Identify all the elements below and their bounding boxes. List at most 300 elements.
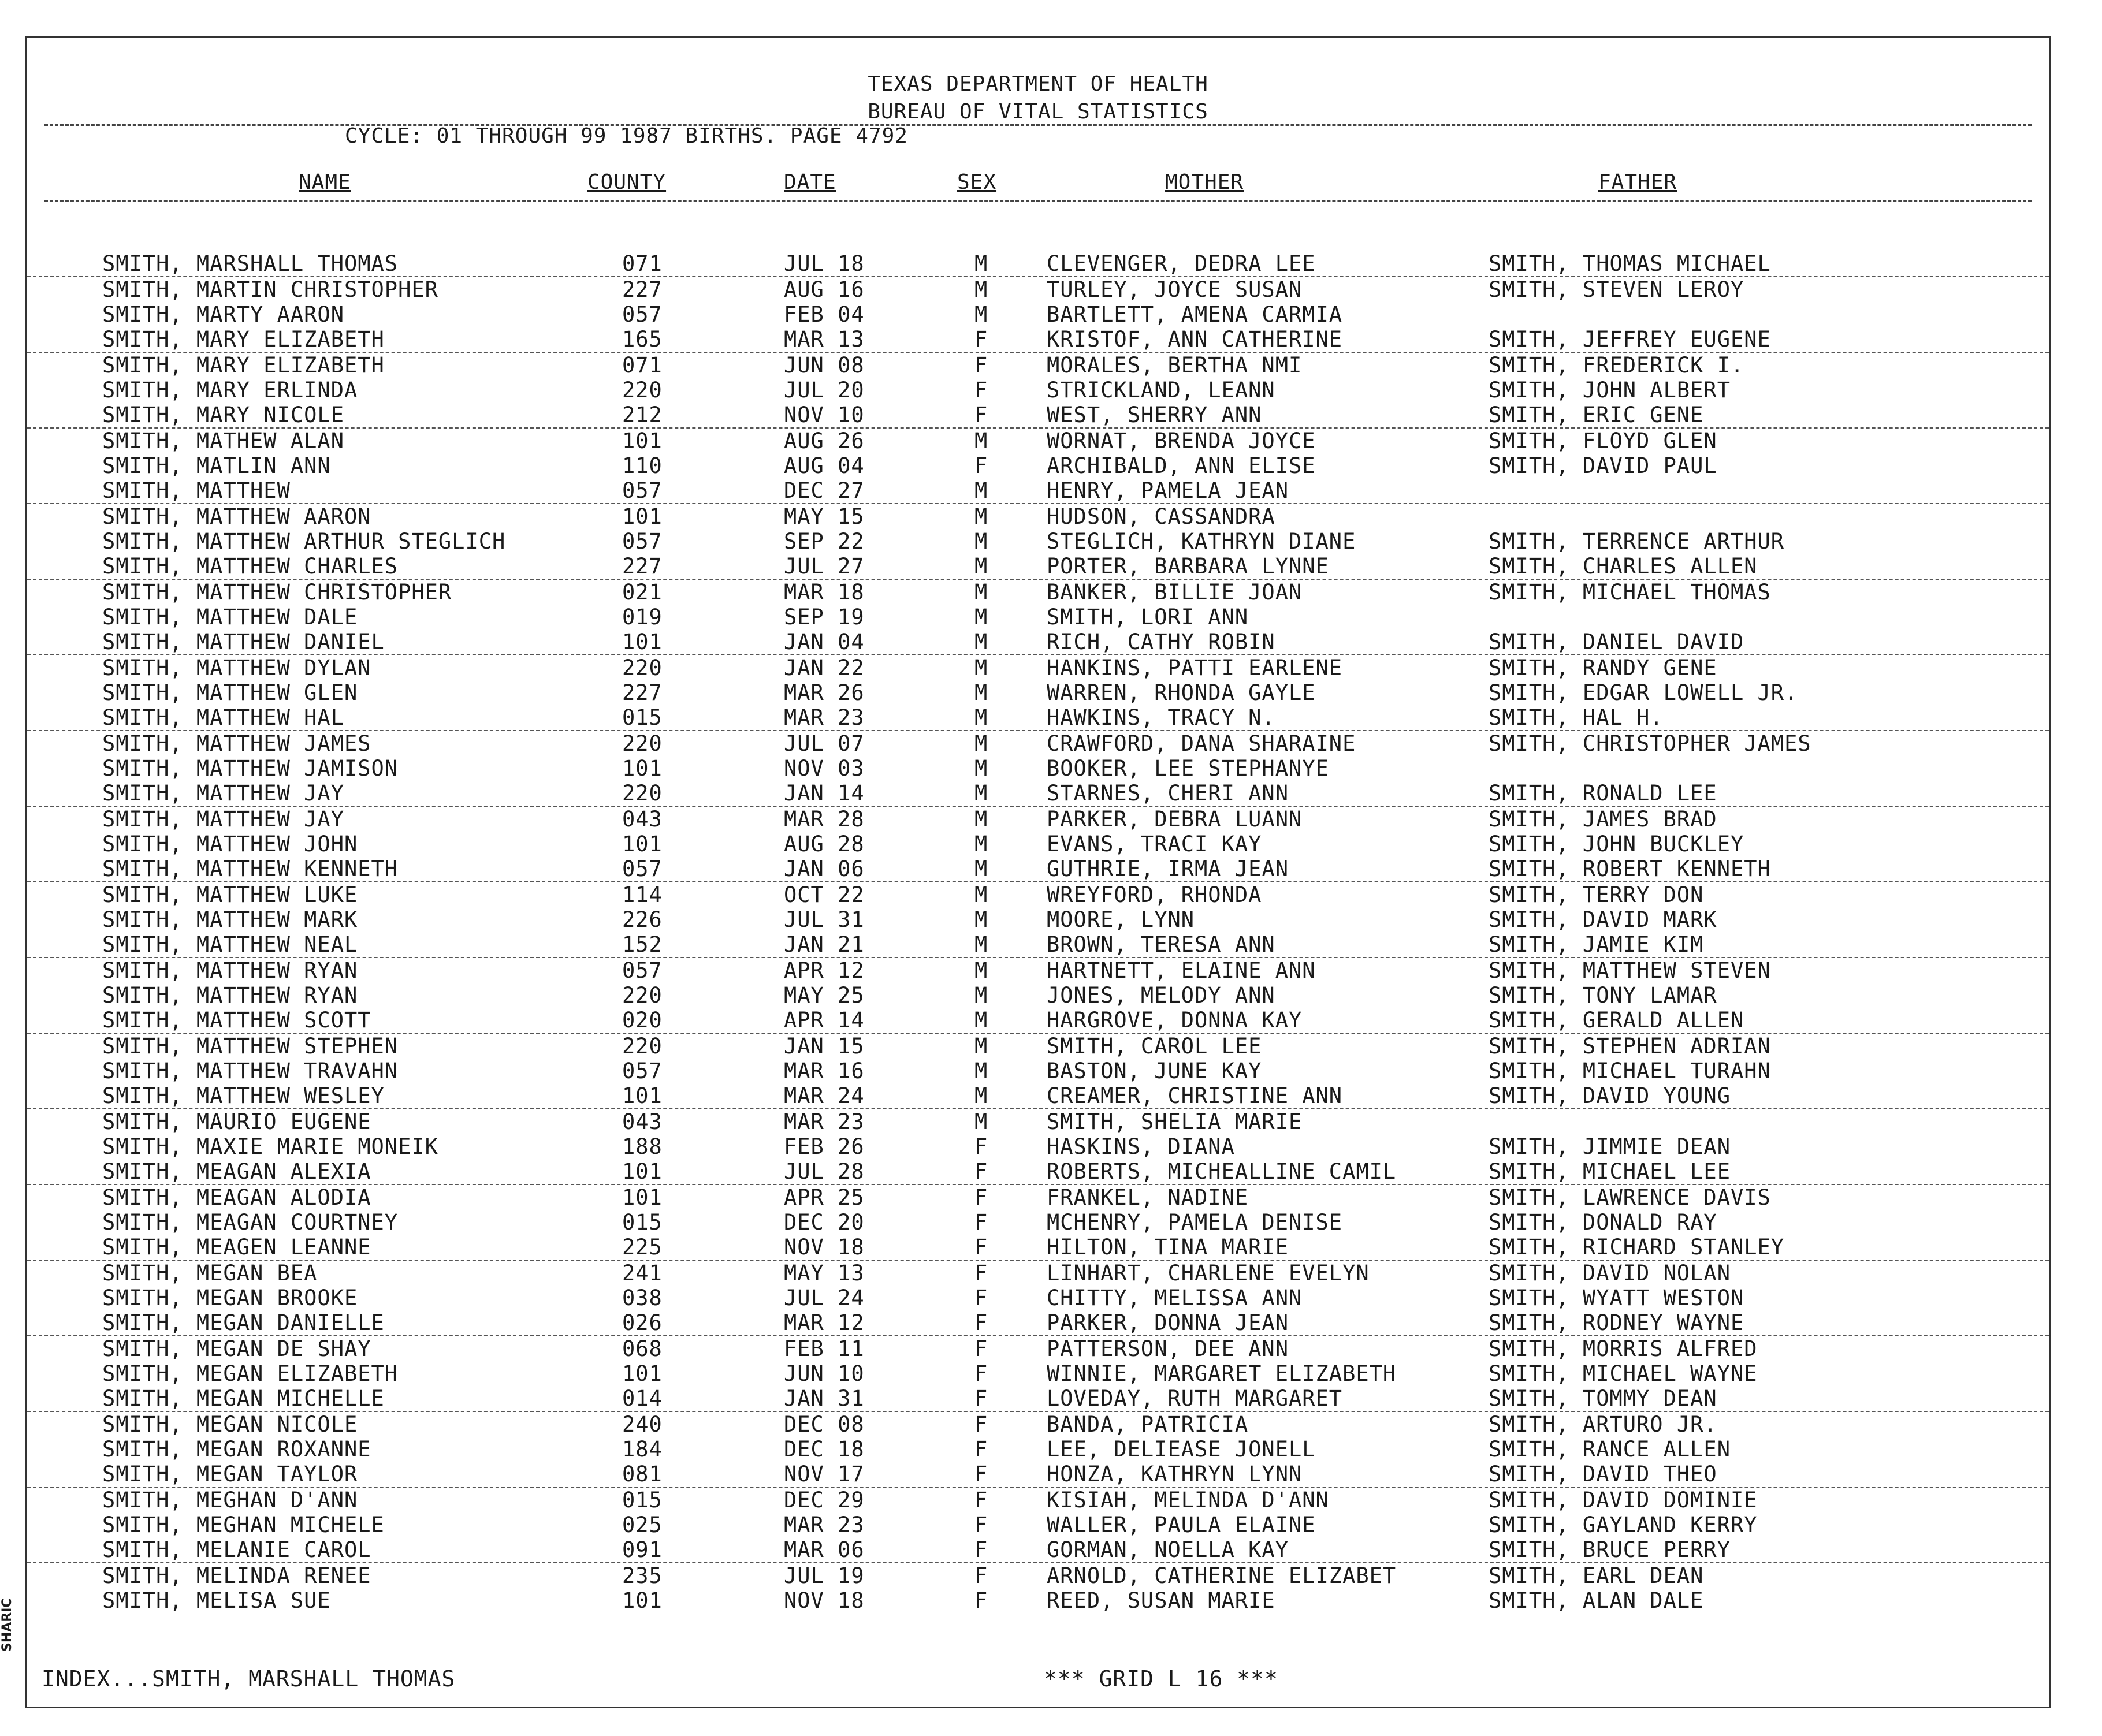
cell-mother: BOOKER, LEE STEPHANYE (1047, 756, 1329, 781)
cell-date: MAR 26 (784, 680, 865, 705)
cell-mother: BANKER, BILLIE JOAN (1047, 580, 1303, 605)
cell-date: DEC 18 (784, 1437, 865, 1462)
cell-date: AUG 04 (784, 453, 865, 478)
table-row (27, 1109, 2049, 1134)
cell-father: SMITH, DAVID DOMINIE (1489, 1488, 1758, 1513)
cell-date: JAN 31 (784, 1386, 865, 1411)
cell-name: SMITH, MEGAN ROXANNE (102, 1437, 371, 1462)
cell-date: JUL 18 (784, 251, 865, 276)
cell-mother: RICH, CATHY ROBIN (1047, 629, 1275, 654)
cell-father: SMITH, STEVEN LEROY (1489, 277, 1744, 302)
table-row (27, 983, 2049, 1008)
cell-father: SMITH, FREDERICK I. (1489, 353, 1744, 378)
cell-name: SMITH, MEGAN DANIELLE (102, 1310, 385, 1335)
cell-sex: M (974, 1008, 988, 1033)
cell-sex: M (974, 554, 988, 579)
cell-name: SMITH, MELISA SUE (102, 1588, 331, 1613)
cell-county: 101 (622, 429, 663, 453)
cell-father: SMITH, CHARLES ALLEN (1489, 554, 1758, 579)
cell-county: 057 (622, 529, 663, 554)
cell-county: 110 (622, 453, 663, 478)
cell-father: SMITH, MICHAEL WAYNE (1489, 1361, 1758, 1386)
cell-sex: M (974, 932, 988, 957)
cell-mother: CREAMER, CHRISTINE ANN (1047, 1083, 1343, 1108)
cell-date: DEC 29 (784, 1488, 865, 1513)
cell-sex: F (974, 1185, 988, 1210)
table-row (27, 756, 2049, 781)
cell-county: 101 (622, 1588, 663, 1613)
cell-sex: M (974, 504, 988, 529)
birth-index-table (27, 251, 2049, 1613)
cell-name: SMITH, MATTHEW STEPHEN (102, 1034, 399, 1059)
cell-county: 025 (622, 1513, 663, 1537)
column-header-father: FATHER (1598, 170, 1677, 194)
cell-father: SMITH, JEFFREY EUGENE (1489, 327, 1771, 352)
cell-sex: M (974, 781, 988, 806)
cell-county: 165 (622, 327, 663, 352)
cell-county: 015 (622, 1210, 663, 1235)
table-row (27, 251, 2049, 277)
cell-date: JUL 20 (784, 378, 865, 403)
table-row (27, 1034, 2049, 1059)
column-header-mother: MOTHER (1165, 170, 1244, 194)
cell-date: NOV 17 (784, 1462, 865, 1487)
cell-sex: M (974, 907, 988, 932)
cell-county: 014 (622, 1386, 663, 1411)
cell-name: SMITH, MATTHEW (102, 478, 291, 503)
cell-sex: M (974, 1109, 988, 1134)
cell-father: SMITH, JOHN BUCKLEY (1489, 832, 1744, 856)
cell-name: SMITH, MATLIN ANN (102, 453, 331, 478)
cell-county: 114 (622, 882, 663, 907)
cell-sex: M (974, 1034, 988, 1059)
cell-name: SMITH, MATTHEW JAMES (102, 731, 371, 756)
cell-mother: HARGROVE, DONNA KAY (1047, 1008, 1303, 1033)
cell-father: SMITH, CHRISTOPHER JAMES (1489, 731, 1811, 756)
cell-county: 227 (622, 680, 663, 705)
cell-mother: CRAWFORD, DANA SHARAINE (1047, 731, 1356, 756)
table-row (27, 605, 2049, 629)
table-row (27, 327, 2049, 353)
cell-sex: F (974, 1310, 988, 1335)
cell-name: SMITH, MATTHEW DYLAN (102, 655, 371, 680)
cell-name: SMITH, MATTHEW RYAN (102, 983, 358, 1008)
cell-mother: FRANKEL, NADINE (1047, 1185, 1249, 1210)
cell-county: 068 (622, 1336, 663, 1361)
cell-father: SMITH, ALAN DALE (1489, 1588, 1704, 1613)
header-divider (44, 124, 2032, 126)
cell-date: FEB 11 (784, 1336, 865, 1361)
cell-mother: HUDSON, CASSANDRA (1047, 504, 1275, 529)
table-row (27, 453, 2049, 478)
table-row (27, 1210, 2049, 1235)
cell-county: 225 (622, 1235, 663, 1260)
cell-father: SMITH, DAVID THEO (1489, 1462, 1717, 1487)
cell-father: SMITH, LAWRENCE DAVIS (1489, 1185, 1771, 1210)
cell-name: SMITH, MATTHEW AARON (102, 504, 371, 529)
cell-county: 220 (622, 983, 663, 1008)
cell-name: SMITH, MARTIN CHRISTOPHER (102, 277, 438, 302)
cell-father: SMITH, GAYLAND KERRY (1489, 1513, 1758, 1537)
cell-date: MAR 06 (784, 1537, 865, 1562)
cell-mother: JONES, MELODY ANN (1047, 983, 1275, 1008)
cell-date: APR 25 (784, 1185, 865, 1210)
index-footer: INDEX...SMITH, MARSHALL THOMAS (42, 1666, 456, 1692)
table-row (27, 680, 2049, 705)
cell-county: 101 (622, 1159, 663, 1184)
cell-name: SMITH, MEGAN ELIZABETH (102, 1361, 399, 1386)
cell-mother: WREYFORD, RHONDA (1047, 882, 1262, 907)
table-row (27, 705, 2049, 731)
cell-sex: M (974, 705, 988, 730)
cell-sex: M (974, 580, 988, 605)
cell-sex: M (974, 277, 988, 302)
cell-sex: M (974, 807, 988, 832)
grid-footer: *** GRID L 16 *** (1044, 1666, 1278, 1692)
cell-county: 212 (622, 403, 663, 427)
cell-county: 091 (622, 1537, 663, 1562)
cell-name: SMITH, MARY ERLINDA (102, 378, 358, 403)
table-row (27, 629, 2049, 655)
cell-father: SMITH, JAMIE KIM (1489, 932, 1704, 957)
cell-county: 057 (622, 478, 663, 503)
table-row (27, 1083, 2049, 1109)
cell-mother: GUTHRIE, IRMA JEAN (1047, 856, 1289, 881)
table-row (27, 655, 2049, 680)
table-row (27, 1412, 2049, 1437)
cell-father: SMITH, BRUCE PERRY (1489, 1537, 1731, 1562)
cell-father: SMITH, ERIC GENE (1489, 403, 1704, 427)
cell-father: SMITH, EDGAR LOWELL JR. (1489, 680, 1798, 705)
bureau-title: BUREAU OF VITAL STATISTICS (868, 100, 1208, 124)
cell-father: SMITH, GERALD ALLEN (1489, 1008, 1744, 1033)
cell-father: SMITH, DAVID MARK (1489, 907, 1717, 932)
cell-date: OCT 22 (784, 882, 865, 907)
table-row (27, 781, 2049, 807)
cell-mother: LEE, DELIEASE JONELL (1047, 1437, 1316, 1462)
cell-name: SMITH, MEAGAN COURTNEY (102, 1210, 399, 1235)
cell-date: JUL 24 (784, 1286, 865, 1310)
column-header-name: NAME (299, 170, 351, 194)
table-row (27, 1185, 2049, 1210)
table-row (27, 1563, 2049, 1588)
cell-father: SMITH, WYATT WESTON (1489, 1286, 1744, 1310)
cell-sex: F (974, 353, 988, 378)
cell-name: SMITH, MEAGEN LEANNE (102, 1235, 371, 1260)
cell-sex: M (974, 958, 988, 983)
table-row (27, 807, 2049, 832)
cell-sex: M (974, 756, 988, 781)
cell-sex: M (974, 605, 988, 629)
table-row (27, 1588, 2049, 1613)
table-row (27, 932, 2049, 958)
cell-county: 241 (622, 1261, 663, 1286)
cell-county: 057 (622, 856, 663, 881)
cell-mother: WORNAT, BRENDA JOYCE (1047, 429, 1316, 453)
cell-mother: SMITH, CAROL LEE (1047, 1034, 1262, 1059)
cell-county: 081 (622, 1462, 663, 1487)
cell-mother: HANKINS, PATTI EARLENE (1047, 655, 1343, 680)
cell-county: 057 (622, 302, 663, 327)
cell-sex: F (974, 453, 988, 478)
cell-date: APR 14 (784, 1008, 865, 1033)
cell-father: SMITH, MICHAEL THOMAS (1489, 580, 1771, 605)
cell-mother: BANDA, PATRICIA (1047, 1412, 1249, 1437)
cell-date: MAR 23 (784, 1513, 865, 1537)
cell-county: 015 (622, 705, 663, 730)
cell-name: SMITH, MATTHEW MARK (102, 907, 358, 932)
document-page (25, 36, 2051, 1708)
cell-county: 184 (622, 1437, 663, 1462)
cell-date: SEP 22 (784, 529, 865, 554)
cell-sex: F (974, 1537, 988, 1562)
cell-name: SMITH, MAXIE MARIE MONEIK (102, 1134, 438, 1159)
cell-county: 057 (622, 958, 663, 983)
cell-county: 071 (622, 353, 663, 378)
table-row (27, 1310, 2049, 1336)
cell-sex: F (974, 1412, 988, 1437)
column-header-sex: SEX (957, 170, 997, 194)
cell-mother: PARKER, DEBRA LUANN (1047, 807, 1303, 832)
table-row (27, 302, 2049, 327)
cell-father: SMITH, THOMAS MICHAEL (1489, 251, 1771, 276)
cell-name: SMITH, MARTY AARON (102, 302, 344, 327)
cell-county: 235 (622, 1563, 663, 1588)
table-row (27, 1513, 2049, 1537)
agency-title: TEXAS DEPARTMENT OF HEALTH (868, 72, 1208, 96)
table-row (27, 1159, 2049, 1185)
cell-date: NOV 18 (784, 1235, 865, 1260)
cell-name: SMITH, MAURIO EUGENE (102, 1109, 371, 1134)
cell-county: 220 (622, 378, 663, 403)
cell-date: JAN 14 (784, 781, 865, 806)
cell-sex: M (974, 629, 988, 654)
cell-name: SMITH, MARY NICOLE (102, 403, 344, 427)
cell-name: SMITH, MATTHEW RYAN (102, 958, 358, 983)
cell-mother: HASKINS, DIANA (1047, 1134, 1235, 1159)
cell-name: SMITH, MARY ELIZABETH (102, 327, 385, 352)
cell-sex: M (974, 983, 988, 1008)
cell-name: SMITH, MEGAN BEA (102, 1261, 318, 1286)
cell-date: JUN 08 (784, 353, 865, 378)
cell-county: 101 (622, 1185, 663, 1210)
table-row (27, 429, 2049, 453)
cell-county: 220 (622, 781, 663, 806)
cell-mother: PATTERSON, DEE ANN (1047, 1336, 1289, 1361)
cell-father: SMITH, TERRENCE ARTHUR (1489, 529, 1785, 554)
cell-mother: HENRY, PAMELA JEAN (1047, 478, 1289, 503)
table-row (27, 1537, 2049, 1563)
table-row (27, 1336, 2049, 1361)
cell-date: DEC 27 (784, 478, 865, 503)
cell-father: SMITH, RANCE ALLEN (1489, 1437, 1731, 1462)
cell-sex: M (974, 302, 988, 327)
column-header-date: DATE (784, 170, 836, 194)
cell-father: SMITH, MORRIS ALFRED (1489, 1336, 1758, 1361)
table-row (27, 1059, 2049, 1083)
cell-sex: F (974, 1336, 988, 1361)
cell-date: JUL 07 (784, 731, 865, 756)
cell-sex: F (974, 1210, 988, 1235)
table-row (27, 1437, 2049, 1462)
cell-county: 227 (622, 277, 663, 302)
cell-father: SMITH, EARL DEAN (1489, 1563, 1704, 1588)
cell-sex: F (974, 1513, 988, 1537)
cell-mother: HARTNETT, ELAINE ANN (1047, 958, 1316, 983)
cell-father: SMITH, JOHN ALBERT (1489, 378, 1731, 403)
cell-mother: SMITH, SHELIA MARIE (1047, 1109, 1303, 1134)
cell-date: JUL 31 (784, 907, 865, 932)
table-row (27, 1361, 2049, 1386)
cell-name: SMITH, MATTHEW LUKE (102, 882, 358, 907)
cell-date: JAN 22 (784, 655, 865, 680)
cell-date: FEB 04 (784, 302, 865, 327)
table-row (27, 882, 2049, 907)
cell-father: SMITH, DAVID YOUNG (1489, 1083, 1731, 1108)
cell-name: SMITH, MATTHEW HAL (102, 705, 344, 730)
cell-mother: CHITTY, MELISSA ANN (1047, 1286, 1303, 1310)
table-row (27, 1386, 2049, 1412)
cell-county: 021 (622, 580, 663, 605)
cell-county: 220 (622, 655, 663, 680)
cell-county: 188 (622, 1134, 663, 1159)
cell-father: SMITH, DAVID NOLAN (1489, 1261, 1731, 1286)
cell-sex: M (974, 655, 988, 680)
cell-sex: M (974, 856, 988, 881)
cell-date: JUN 10 (784, 1361, 865, 1386)
cell-date: MAR 23 (784, 1109, 865, 1134)
cell-mother: LINHART, CHARLENE EVELYN (1047, 1261, 1370, 1286)
cell-mother: HILTON, TINA MARIE (1047, 1235, 1289, 1260)
cell-county: 071 (622, 251, 663, 276)
table-row (27, 907, 2049, 932)
cell-date: JUL 19 (784, 1563, 865, 1588)
cell-mother: WEST, SHERRY ANN (1047, 403, 1262, 427)
cell-sex: F (974, 1286, 988, 1310)
cell-county: 057 (622, 1059, 663, 1083)
cell-father: SMITH, JAMES BRAD (1489, 807, 1717, 832)
cell-mother: PORTER, BARBARA LYNNE (1047, 554, 1329, 579)
cell-sex: M (974, 832, 988, 856)
cell-date: MAR 18 (784, 580, 865, 605)
cell-mother: STRICKLAND, LEANN (1047, 378, 1275, 403)
cell-father: SMITH, RONALD LEE (1489, 781, 1717, 806)
cell-name: SMITH, MELANIE CAROL (102, 1537, 371, 1562)
cell-name: SMITH, MATTHEW TRAVAHN (102, 1059, 399, 1083)
cell-name: SMITH, MEGHAN MICHELE (102, 1513, 385, 1537)
cell-county: 020 (622, 1008, 663, 1033)
cycle-line: CYCLE: 01 THROUGH 99 1987 BIRTHS. PAGE 4792 (345, 124, 908, 148)
table-row (27, 1134, 2049, 1159)
cell-name: SMITH, MEGAN MICHELLE (102, 1386, 385, 1411)
cell-father: SMITH, RANDY GENE (1489, 655, 1717, 680)
cell-name: SMITH, MATTHEW SCOTT (102, 1008, 371, 1033)
cell-name: SMITH, MELINDA RENEE (102, 1563, 371, 1588)
cell-name: SMITH, MARY ELIZABETH (102, 353, 385, 378)
cell-father: SMITH, DANIEL DAVID (1489, 629, 1744, 654)
table-row (27, 856, 2049, 882)
cell-sex: F (974, 1462, 988, 1487)
cell-date: JAN 04 (784, 629, 865, 654)
cell-sex: F (974, 403, 988, 427)
cell-county: 101 (622, 832, 663, 856)
cell-date: NOV 18 (784, 1588, 865, 1613)
cell-sex: M (974, 731, 988, 756)
cell-name: SMITH, MATTHEW CHARLES (102, 554, 399, 579)
cell-mother: ROBERTS, MICHEALLINE CAMIL (1047, 1159, 1397, 1184)
cell-county: 240 (622, 1412, 663, 1437)
cell-name: SMITH, MATTHEW JAY (102, 807, 344, 832)
cell-sex: F (974, 1134, 988, 1159)
table-row (27, 403, 2049, 429)
cell-date: MAR 12 (784, 1310, 865, 1335)
cell-date: FEB 26 (784, 1134, 865, 1159)
cell-name: SMITH, MATHEW ALAN (102, 429, 344, 453)
cell-father: SMITH, FLOYD GLEN (1489, 429, 1717, 453)
cell-father: SMITH, RODNEY WAYNE (1489, 1310, 1744, 1335)
cell-date: MAR 13 (784, 327, 865, 352)
cell-date: JUL 28 (784, 1159, 865, 1184)
table-row (27, 1488, 2049, 1513)
cell-mother: STEGLICH, KATHRYN DIANE (1047, 529, 1356, 554)
cell-mother: WARREN, RHONDA GAYLE (1047, 680, 1316, 705)
cell-mother: MCHENRY, PAMELA DENISE (1047, 1210, 1343, 1235)
cell-mother: KRISTOF, ANN CATHERINE (1047, 327, 1343, 352)
cell-name: SMITH, MATTHEW JAMISON (102, 756, 399, 781)
cell-county: 220 (622, 731, 663, 756)
table-row (27, 478, 2049, 504)
cell-name: SMITH, MATTHEW JAY (102, 781, 344, 806)
cell-date: MAY 13 (784, 1261, 865, 1286)
cell-father: SMITH, MATTHEW STEVEN (1489, 958, 1771, 983)
cell-father: SMITH, HAL H. (1489, 705, 1664, 730)
cell-date: MAR 23 (784, 705, 865, 730)
cell-mother: MOORE, LYNN (1047, 907, 1195, 932)
cell-sex: F (974, 1437, 988, 1462)
cell-sex: F (974, 1261, 988, 1286)
cell-father: SMITH, ARTURO JR. (1489, 1412, 1717, 1437)
cell-mother: MORALES, BERTHA NMI (1047, 353, 1303, 378)
cell-father: SMITH, TONY LAMAR (1489, 983, 1717, 1008)
cell-father: SMITH, DAVID PAUL (1489, 453, 1717, 478)
cell-sex: M (974, 529, 988, 554)
table-row (27, 277, 2049, 302)
cell-sex: F (974, 378, 988, 403)
cell-sex: F (974, 327, 988, 352)
cell-county: 220 (622, 1034, 663, 1059)
cell-date: SEP 19 (784, 605, 865, 629)
cell-name: SMITH, MATTHEW DALE (102, 605, 358, 629)
cell-name: SMITH, MEAGAN ALEXIA (102, 1159, 371, 1184)
cell-county: 101 (622, 756, 663, 781)
table-row (27, 554, 2049, 580)
cell-county: 015 (622, 1488, 663, 1513)
cell-father: SMITH, MICHAEL TURAHN (1489, 1059, 1771, 1083)
cell-father: SMITH, RICHARD STANLEY (1489, 1235, 1785, 1260)
table-row (27, 731, 2049, 756)
table-row (27, 1261, 2049, 1286)
cell-name: SMITH, MEGAN BROOKE (102, 1286, 358, 1310)
cell-date: JAN 06 (784, 856, 865, 881)
cell-county: 101 (622, 1361, 663, 1386)
cell-sex: M (974, 680, 988, 705)
cell-date: JAN 15 (784, 1034, 865, 1059)
cell-name: SMITH, MATTHEW GLEN (102, 680, 358, 705)
cell-mother: WINNIE, MARGARET ELIZABETH (1047, 1361, 1397, 1386)
cell-name: SMITH, MATTHEW JOHN (102, 832, 358, 856)
cell-county: 043 (622, 1109, 663, 1134)
cell-mother: HONZA, KATHRYN LYNN (1047, 1462, 1303, 1487)
